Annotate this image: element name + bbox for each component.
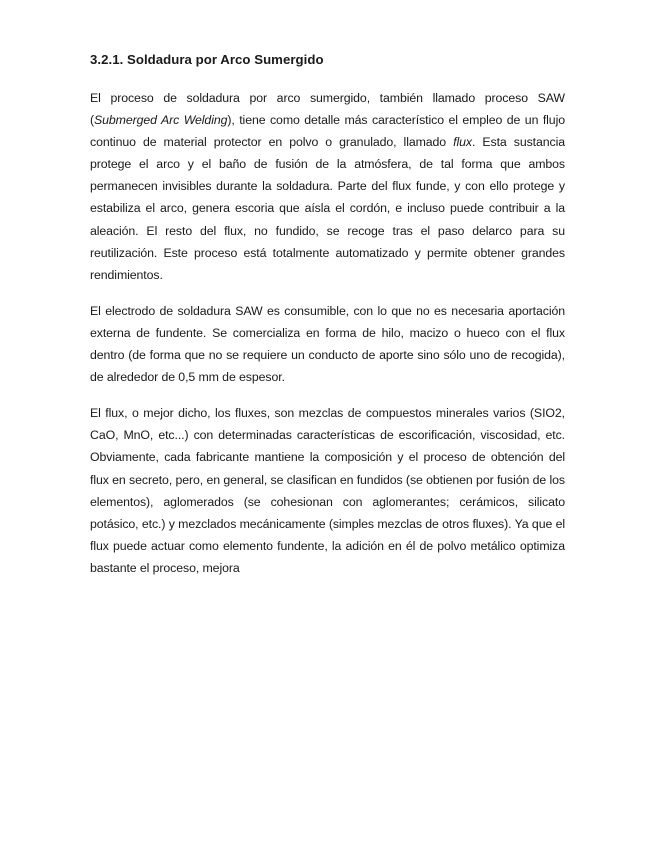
paragraph-saw-intro <box>90 87 565 286</box>
paragraph-electrode: El electrodo de soldadura SAW es consumible, con lo que no es necesaria aportación externa de fundente. Se comercializa en forma de hilo, macizo o hueco con el flux dentro (de forma que no se requiere un conducto de aporte sino sólo uno de recogida), de alrededor de 0,5 mm de espesor. <box>90 303 565 385</box>
italic-term-submerged-arc-welding: Submerged Arc Welding <box>94 113 228 128</box>
paragraph-text: ), tiene como detalle más característico el empleo de un flujo continuo de material protector en polvo o granulado, llamado <box>90 113 565 150</box>
paragraph-text: . Esta sustancia protege el arco y el baño de fusión de la atmósfera, de tal forma que ambos permanecen invisibles durante la soldadura. Parte del flux funde, y con ello protege y estabiliza el arco, genera escoria que aísla el cordón, e incluso puede contribuir a la aleación. El resto del flux, no fundido, se recoge tras el paso delarco para su reutilización. Este proceso está totalmente automatizado y permite obtener grandes rendimientos. <box>90 135 565 282</box>
paragraph-text: El proceso de soldadura por arco sumergido, también llamado proceso SAW ( <box>90 91 565 128</box>
italic-term-flux: flux <box>453 135 472 150</box>
section-heading: 3.2.1. Soldadura por Arco Sumergido <box>90 52 324 67</box>
document-page <box>90 50 565 593</box>
paragraph-flux-composition: El flux, o mejor dicho, los fluxes, son mezclas de compuestos minerales varios (SIO2, CaO, MnO, etc...) con determinadas características de escorificación, viscosidad, etc. Obviamente, cada fabricante mantiene la composición y el proceso de obtención del flux en secreto, pero, en general, se clasifican en fundidos (se obtienen por fusión de los elementos), aglomerados (se cohesionan con aglomerantes; cerámicos, silicato potásico, etc.) y mezclados mecánicamente (simples mezclas de otros fluxes). Ya que el flux puede actuar como elemento fundente, la adición en él de polvo metálico optimiza bastante el proceso, mejora <box>90 406 565 575</box>
